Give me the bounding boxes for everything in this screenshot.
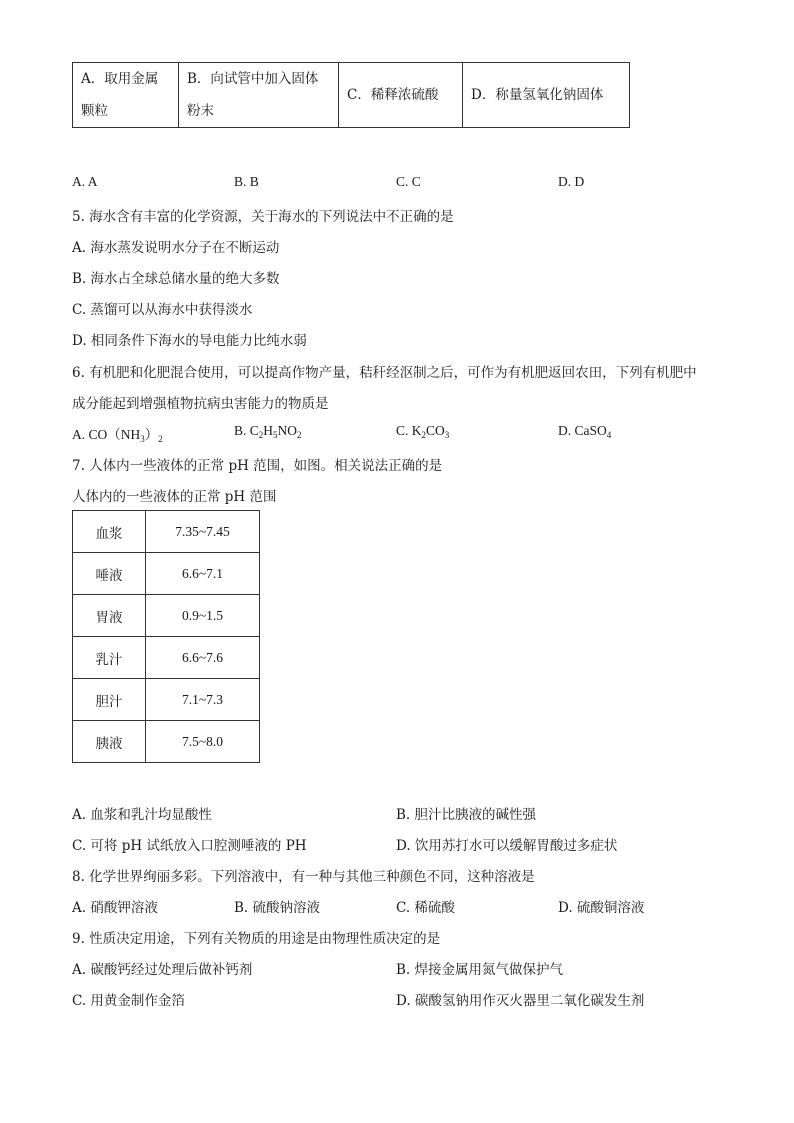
- table-cell-c: [339, 63, 463, 128]
- q5-option-c[interactable]: C. 蒸馏可以从海水中获得淡水: [72, 302, 253, 318]
- q7-table-caption: 人体内的一些液体的正常 pH 范围: [72, 489, 277, 505]
- q4-option-a[interactable]: A. A: [72, 174, 98, 189]
- q9-option-d[interactable]: D. 碳酸氢钠用作灭火器里二氧化碳发生剂: [396, 993, 645, 1009]
- q6-b-sub1: 2: [258, 430, 264, 440]
- q6-c-mid: CO: [426, 423, 445, 438]
- q9-option-a[interactable]: A. 碳酸钙经过处理后做补钙剂: [72, 962, 253, 978]
- fluid-name: 血浆: [73, 511, 146, 553]
- cell-d-text: D．称量氢氧化钠固体: [471, 87, 604, 103]
- q6-a-mid: ）: [144, 427, 159, 442]
- q9-stem: 9. 性质决定用途，下列有关物质的用途是由物理性质决定的是: [72, 931, 441, 947]
- ph-range: 7.1~7.3: [146, 679, 260, 721]
- table-cell-a: [73, 63, 179, 128]
- q7-option-b[interactable]: B. 胆汁比胰液的碱性强: [396, 807, 537, 823]
- q6-a-sub2: 2: [158, 434, 163, 444]
- q6-b-prefix: B. C: [234, 423, 259, 438]
- q4-option-c[interactable]: C. C: [396, 174, 421, 189]
- fluid-name: 胰液: [73, 721, 146, 763]
- ph-range: 0.9~1.5: [146, 595, 260, 637]
- q6-d-sub: 4: [606, 430, 612, 440]
- q6-a-prefix: A. CO（NH: [72, 427, 141, 442]
- q6-option-c[interactable]: [396, 423, 449, 439]
- q6-c-sub2: 3: [444, 430, 450, 440]
- q6-c-sub1: 2: [421, 430, 427, 440]
- table-row: [73, 595, 260, 637]
- q6-c-prefix: C. K: [396, 423, 422, 438]
- q4-option-d[interactable]: D. D: [558, 174, 585, 189]
- table-row: [73, 511, 260, 553]
- cell-b-line2: 粉末: [187, 103, 214, 119]
- q6-b-sub3: 2: [297, 430, 302, 440]
- q6-a-sub: 3: [140, 434, 145, 444]
- table-cell-d: [463, 63, 630, 128]
- q5-option-b[interactable]: B. 海水占全球总储水量的绝大多数: [72, 271, 280, 287]
- q8-option-d[interactable]: D. 硫酸铜溶液: [558, 900, 645, 916]
- cell-a-line1: A．取用金属: [81, 71, 159, 87]
- q8-stem: 8. 化学世界绚丽多彩。下列溶液中，有一种与其他三种颜色不同，这种溶液是: [72, 869, 535, 885]
- cell-c-text: C．稀释浓硫酸: [347, 87, 439, 103]
- table-row: [73, 679, 260, 721]
- cell-b-line1: B．向试管中加入固体: [187, 71, 319, 87]
- q6-option-a[interactable]: [72, 423, 163, 443]
- ph-range: 7.5~8.0: [146, 721, 260, 763]
- q8-option-c[interactable]: C. 稀硫酸: [396, 900, 455, 916]
- table-cell-b: [179, 63, 339, 128]
- q8-option-a[interactable]: A. 硝酸钾溶液: [72, 900, 158, 916]
- q6-d-prefix: D. CaSO: [558, 423, 607, 438]
- ph-range: 6.6~7.6: [146, 637, 260, 679]
- q5-option-a[interactable]: A. 海水蒸发说明水分子在不断运动: [72, 240, 280, 256]
- table-row: [73, 721, 260, 763]
- q6-option-d[interactable]: [558, 423, 611, 439]
- q5-stem: 5. 海水含有丰富的化学资源，关于海水的下列说法中不正确的是: [72, 209, 454, 225]
- q4-options-table: [72, 62, 630, 128]
- q6-option-b[interactable]: [234, 423, 302, 439]
- ph-range: 6.6~7.1: [146, 553, 260, 595]
- q6-stem-line2: 成分能起到增强植物抗病虫害能力的物质是: [72, 396, 329, 412]
- fluid-name: 乳汁: [73, 637, 146, 679]
- q6-b-mid: H: [263, 423, 274, 438]
- q6-stem-line1: 6. 有机肥和化肥混合使用，可以提高作物产量，秸秆经沤制之后，可作为有机肥返回农田，下列有机肥中: [72, 365, 697, 381]
- q7-option-d[interactable]: D. 饮用苏打水可以缓解胃酸过多症状: [396, 838, 618, 854]
- q7-option-a[interactable]: A. 血浆和乳汁均显酸性: [72, 807, 212, 823]
- q7-stem: 7. 人体内一些液体的正常 pH 范围，如图。相关说法正确的是: [72, 458, 443, 474]
- q8-option-b[interactable]: B. 硫酸钠溶液: [234, 900, 321, 916]
- ph-range: 7.35~7.45: [146, 511, 260, 553]
- table-row: [73, 637, 260, 679]
- q6-b-suffix: NO: [277, 423, 298, 438]
- cell-a-line2: 颗粒: [81, 103, 108, 119]
- fluid-name: 唾液: [73, 553, 146, 595]
- q6-b-sub2: 5: [273, 430, 278, 440]
- ph-range-table: [72, 510, 260, 763]
- q4-option-b[interactable]: B. B: [234, 174, 259, 189]
- fluid-name: 胃液: [73, 595, 146, 637]
- q9-option-b[interactable]: B. 焊接金属用氮气做保护气: [396, 962, 564, 978]
- q5-option-d[interactable]: D. 相同条件下海水的导电能力比纯水弱: [72, 333, 307, 349]
- table-row: [73, 553, 260, 595]
- fluid-name: 胆汁: [73, 679, 146, 721]
- q9-option-c[interactable]: C. 用黄金制作金箔: [72, 993, 185, 1009]
- q7-option-c[interactable]: C. 可将 pH 试纸放入口腔测唾液的 PH: [72, 838, 307, 854]
